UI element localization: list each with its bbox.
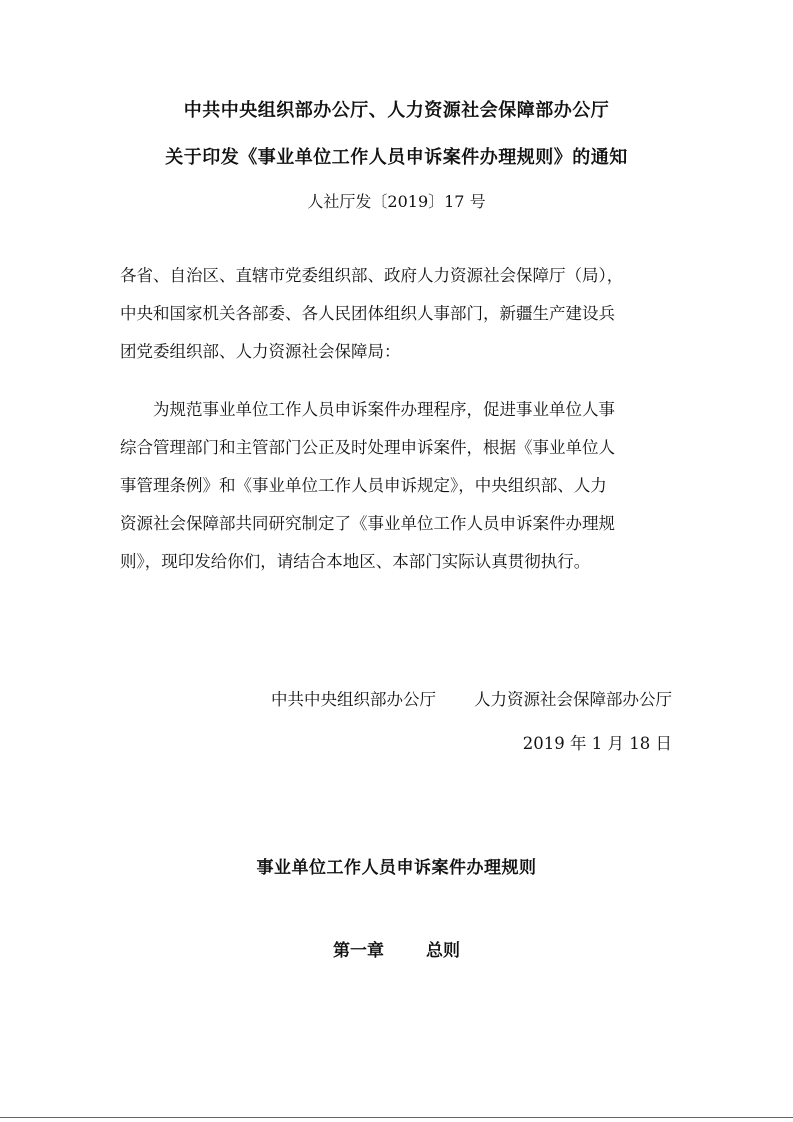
signature-org-2: 人力资源社会保障部办公厅 <box>474 690 672 709</box>
chapter-heading <box>0 936 793 961</box>
document-number: 人社厅发〔2019〕17 号 <box>307 192 486 211</box>
signature-date: 2019 年 1 月 18 日 <box>522 734 672 753</box>
addressee-line: 中央和国家机关各部委、各人民团体组织人事部门，新疆生产建设兵 <box>120 304 615 323</box>
rules-title: 事业单位工作人员申诉案件办理规则 <box>256 858 537 878</box>
body-line: 综合管理部门和主管部门公正及时处理申诉案件，根据《事业单位人 <box>120 438 615 457</box>
body-line: 事管理条例》和《事业单位工作人员申诉规定》，中央组织部、人力 <box>120 476 607 495</box>
body-paragraph <box>120 391 680 581</box>
addressee-block <box>120 257 680 371</box>
body-line: 为规范事业单位工作人员申诉案件办理程序，促进事业单位人事 <box>153 400 615 419</box>
body-line: 则》，现印发给你们，请结合本地区、本部门实际认真贯彻执行。 <box>120 552 591 571</box>
body-line: 资源社会保障部共同研究制定了《事业单位工作人员申诉案件办理规 <box>120 514 615 533</box>
notice-title-line-1: 中共中央组织部办公厅、人力资源社会保障部办公厅 <box>183 100 610 121</box>
page-bottom-divider <box>0 1117 793 1118</box>
signature-org-1: 中共中央组织部办公厅 <box>271 690 436 709</box>
signature-organizations <box>271 686 672 710</box>
chapter-title: 总则 <box>426 941 460 961</box>
notice-title-line-2: 关于印发《事业单位工作人员申诉案件办理规则》的通知 <box>165 147 628 168</box>
addressee-line: 团党委组织部、人力资源社会保障局： <box>120 342 401 361</box>
addressee-line: 各省、自治区、直辖市党委组织部、政府人力资源社会保障厅（局）， <box>120 266 624 285</box>
chapter-number: 第一章 <box>333 941 384 961</box>
